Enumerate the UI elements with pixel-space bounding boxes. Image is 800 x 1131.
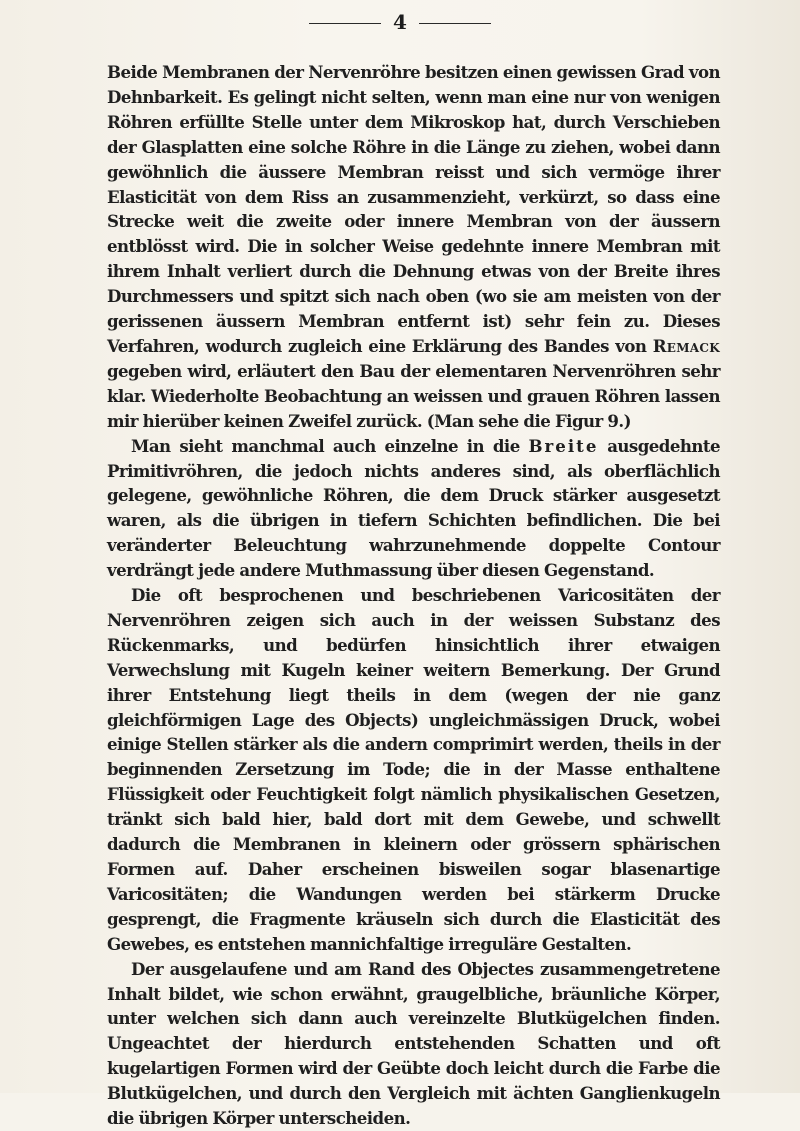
header-rule-left [309,23,381,24]
paragraph-4 [107,957,720,1131]
emphasis-breite: Breite [528,435,599,456]
page-header [0,10,800,34]
paragraph-2 [107,434,720,583]
paragraph-3 [107,583,720,957]
paragraph-1 [107,60,720,434]
paragraph-1-text-a: Beide Membranen der Nervenröhre besitzen einen gewissen Grad von Dehnbarkeit. Es gelingt nicht selten, wenn man eine nur von wenigen Röhren erfüllte Stelle unter dem Mikroskop hat, durch Verschieben der Glasplatten eine solche Röhre in die Länge zu ziehen, wobei dann gewöhnlich die äussere Membran reisst und sich vermöge ihrer Elasticität von dem Riss an zusammenzieht, verkürzt, so dass eine Strecke weit die zweite oder innere Membran von der äussern entblösst wird. Die in solcher Weise gedehnte innere Membran mit ihrem Inhalt verliert durch die Dehnung etwas von der Breite ihres Durchmessers und spitzt sich nach oben (wo sie am meisten von der gerissenen äussern Membran entfernt ist) sehr fein zu. Dieses Verfahren, wodurch zugleich eine Erklärung des Bandes von [107,62,720,356]
paragraph-2-text-b: ausgedehnte Primitivröhren, die jedoch nichts anderes sind, als oberflächlich gelegene, gewöhnliche Röhren, die dem Druck stärker ausgesetzt waren, als die übrigen in tiefern Schichten befindlichen. Die bei veränderter Beleuchtung wahrzunehmende doppelte Contour verdrängt jede andere Muthmassung über diesen Gegenstand. [107,435,720,581]
paragraph-3-text: Die oft besprochenen und beschriebenen Varicositäten der Nervenröhren zeigen sich auch in der weissen Substanz des Rückenmarks, und bedürfen hinsichtlich ihrer etwaigen Verwechslung mit Kugeln keiner weitern Bemerkung. Der Grund ihrer Entstehung liegt theils in dem (wegen der nie ganz gleichförmigen Lage des Objects) ungleichmässigen Druck, wobei einige Stellen stärker als die andern comprimirt werden, theils in der beginnenden Zersetzung im Tode; die in der Masse enthaltene Flüssigkeit oder Feuchtigkeit folgt nämlich physikalischen Gesetzen, tränkt sich bald hier, bald dort mit dem Gewebe, und schwellt dadurch die Membranen in kleinern oder grössern sphärischen Formen auf. Daher erscheinen bisweilen sogar blasenartige Varicositäten; die Wandungen werden bei stärkerm Drucke gesprengt, die Fragmente kräuseln sich durch die Elasticität des Gewebes, es entstehen mannichfaltige irreguläre Gestalten. [107,585,720,954]
body-text [107,60,720,1131]
author-name-remack: Remack [652,335,720,356]
page-number: 4 [393,10,407,34]
paragraph-4-text: Der ausgelaufene und am Rand des Objectes zusammengetretene Inhalt bildet, wie schon erwähnt, graugelbliche, bräunliche Körper, unter welchen sich dann auch vereinzelte Blutkügelchen finden. Ungeachtet der hierdurch entstehenden Schatten und oft kugelartigen Formen wird der Geübte doch leicht durch die Farbe die Blutkügelchen, und durch den Vergleich mit ächten Ganglienkugeln die übrigen Körper unterscheiden. [107,958,720,1129]
paragraph-1-text-b: gegeben wird, erläutert den Bau der elementaren Nervenröhren sehr klar. Wiederholte Beobachtung an weissen und grauen Röhren lassen mir hierüber keinen Zweifel zurück. (Man sehe die Figur 9.) [107,360,720,431]
header-rule-right [419,23,491,24]
paragraph-2-text-a: Man sieht manchmal auch einzelne in die [131,435,529,456]
